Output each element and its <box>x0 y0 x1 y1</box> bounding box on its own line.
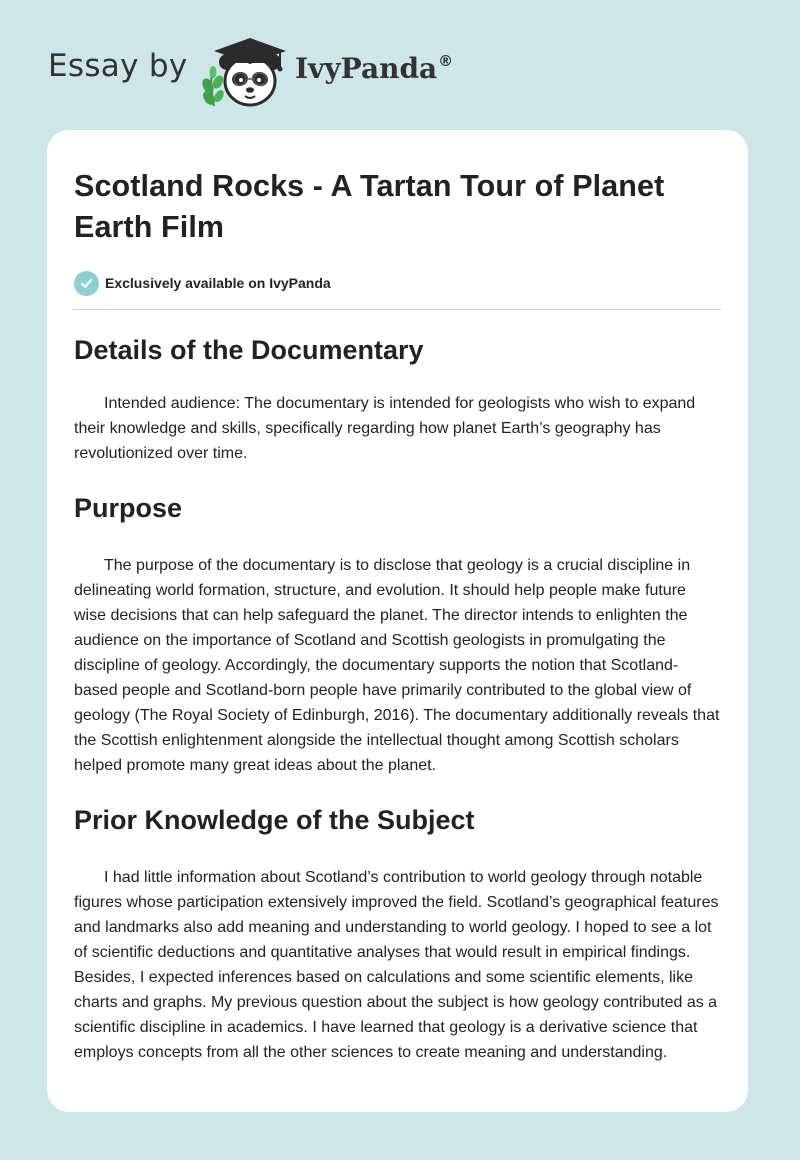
section-heading-details: Details of the Documentary <box>74 335 424 365</box>
section-paragraph-details: Intended audience: The documentary is intended for geologists who wish to expand their knowledge and skills, specifically regarding how planet Earth’s geography has revolutionized over time. <box>74 395 696 462</box>
site-header <box>0 0 800 130</box>
divider <box>74 309 721 310</box>
section-paragraph-purpose: The purpose of the documentary is to disclose that geology is a crucial discipline in delineating world formation, structure, and evolution. It should help people make future wise decisions that can help safeguard the planet. The director intends to enlighten the audience on the importance of Scotland and Scottish geologists in promulgating the discipline of geology. Accordingly, the documentary supports the notion that Scotland-based people and Scotland-born people have primarily contributed to the global view of geology (The Royal Society of Edinburgh, 2016). The documentary additionally reveals that the Scottish enlightenment alongside the intellectual thought among Scottish scholars helped promote many great ideas about the planet. <box>74 557 720 774</box>
section-paragraph-prior-knowledge: I had little information about Scotland’s contribution to world geology through notable figures whose participation extensively improved the field. Scotland’s geographical features and landmarks also add meaning and understanding to world geology. I hoped to see a lot of scientific deductions and quantitative analyses that would result in empirical findings. Besides, I expected inferences based on calculations and some scientific elements, like charts and graphs. My previous question about the subject is how geology contributed as a scientific discipline in academics. I have learned that geology is a derivative science that employs concepts from all the other sciences to create meaning and understanding. <box>74 869 719 1061</box>
leaf-icon <box>200 66 226 107</box>
registered-mark: ® <box>438 51 454 70</box>
essay-title: Scotland Rocks - A Tartan Tour of Planet Earth Film <box>74 169 665 244</box>
check-circle-icon <box>74 271 99 296</box>
section-heading-prior-knowledge: Prior Knowledge of the Subject <box>74 805 475 835</box>
brand-name: IvyPanda <box>295 52 438 85</box>
exclusive-badge <box>74 270 721 296</box>
panda-graduation-cap-icon[interactable] <box>200 34 292 110</box>
essay-by-label: Essay by <box>48 48 188 84</box>
section-heading-purpose: Purpose <box>74 493 183 523</box>
exclusive-label: Exclusively available on IvyPanda <box>105 275 331 291</box>
essay-card <box>47 130 748 1112</box>
brand-logo-text[interactable] <box>295 52 453 85</box>
